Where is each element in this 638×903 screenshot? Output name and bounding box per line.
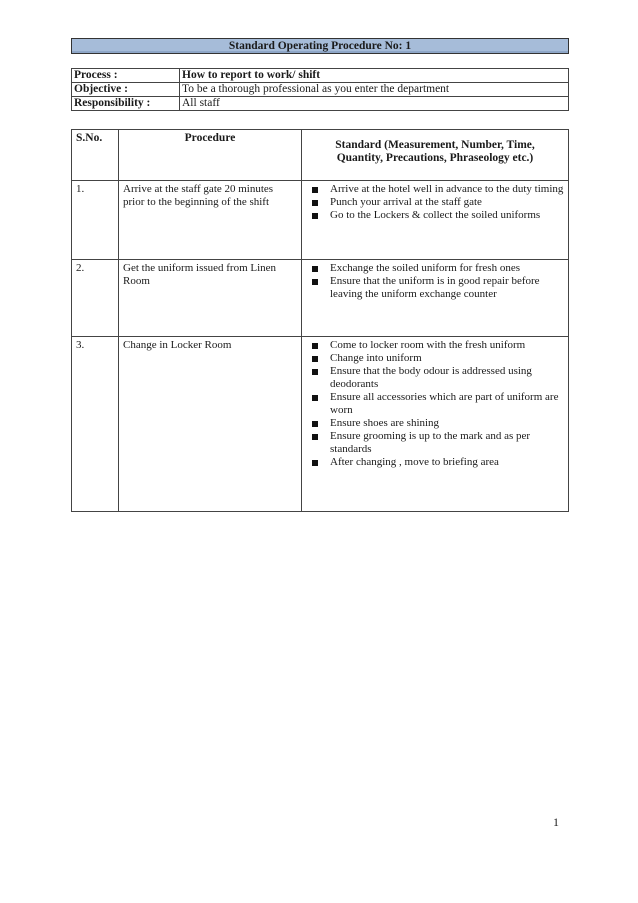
- standard-text: Ensure grooming is up to the mark and as per standards: [330, 430, 531, 455]
- standard-text: Ensure shoes are shining: [330, 417, 440, 429]
- square-bullet-icon: [312, 369, 318, 375]
- standard-text: After changing , move to briefing area: [330, 456, 499, 468]
- row-standards: [302, 260, 569, 337]
- list-item: [310, 456, 564, 469]
- table-row: [72, 337, 569, 512]
- meta-key: Process :: [72, 69, 180, 83]
- square-bullet-icon: [312, 279, 318, 285]
- meta-row-responsibility: [72, 97, 569, 111]
- list-item: [310, 417, 564, 430]
- meta-key: Objective :: [72, 83, 180, 97]
- list-item: [310, 430, 564, 456]
- row-standards: [302, 181, 569, 260]
- square-bullet-icon: [312, 434, 318, 440]
- square-bullet-icon: [312, 213, 318, 219]
- square-bullet-icon: [312, 460, 318, 466]
- square-bullet-icon: [312, 266, 318, 272]
- list-item: [310, 275, 564, 301]
- table-row: [72, 181, 569, 260]
- meta-value: All staff: [180, 97, 569, 111]
- square-bullet-icon: [312, 421, 318, 427]
- standard-text: Ensure that the uniform is in good repair before leaving the uniform exchange counter: [330, 275, 540, 300]
- row-procedure: Change in Locker Room: [119, 337, 302, 512]
- sop-meta-table: [71, 68, 569, 111]
- standard-text: Change into uniform: [330, 352, 422, 364]
- standards-list: [306, 183, 564, 222]
- header-procedure: Procedure: [119, 130, 302, 181]
- square-bullet-icon: [312, 395, 318, 401]
- table-header-row: [72, 130, 569, 181]
- row-procedure: Get the uniform issued from Linen Room: [119, 260, 302, 337]
- standard-text: Go to the Lockers & collect the soiled uniforms: [330, 209, 541, 221]
- page-number: 1: [553, 815, 559, 829]
- list-item: [310, 209, 564, 222]
- row-sno: 3.: [72, 337, 119, 512]
- list-item: [310, 352, 564, 365]
- standards-list: [306, 262, 564, 301]
- procedure-table: [71, 129, 569, 512]
- standard-text: Come to locker room with the fresh uniform: [330, 339, 526, 351]
- sop-title: Standard Operating Procedure No: 1: [71, 38, 569, 54]
- list-item: [310, 339, 564, 352]
- list-item: [310, 196, 564, 209]
- square-bullet-icon: [312, 187, 318, 193]
- square-bullet-icon: [312, 343, 318, 349]
- row-sno: 1.: [72, 181, 119, 260]
- standard-text: Punch your arrival at the staff gate: [330, 196, 482, 208]
- list-item: [310, 365, 564, 391]
- standard-text: Ensure that the body odour is addressed using deodorants: [330, 365, 532, 390]
- list-item: [310, 262, 564, 275]
- standard-text: Arrive at the hotel well in advance to the duty timing: [330, 183, 564, 195]
- header-standard-text: Standard (Measurement, Number, Time, Quantity, Precautions, Phraseology etc.): [335, 139, 535, 164]
- standard-text: Ensure all accessories which are part of uniform are worn: [330, 391, 559, 416]
- meta-key: Responsibility :: [72, 97, 180, 111]
- header-sno: S.No.: [72, 130, 119, 181]
- list-item: [310, 183, 564, 196]
- row-standards: [302, 337, 569, 512]
- meta-value: How to report to work/ shift: [180, 69, 569, 83]
- meta-row-process: [72, 69, 569, 83]
- standards-list: [306, 339, 564, 469]
- row-sno: 2.: [72, 260, 119, 337]
- meta-row-objective: [72, 83, 569, 97]
- list-item: [310, 391, 564, 417]
- square-bullet-icon: [312, 200, 318, 206]
- row-procedure: Arrive at the staff gate 20 minutes prior to the beginning of the shift: [119, 181, 302, 260]
- header-standard: [302, 130, 569, 181]
- table-row: [72, 260, 569, 337]
- standard-text: Exchange the soiled uniform for fresh ones: [330, 262, 520, 274]
- square-bullet-icon: [312, 356, 318, 362]
- meta-value: To be a thorough professional as you enter the department: [180, 83, 569, 97]
